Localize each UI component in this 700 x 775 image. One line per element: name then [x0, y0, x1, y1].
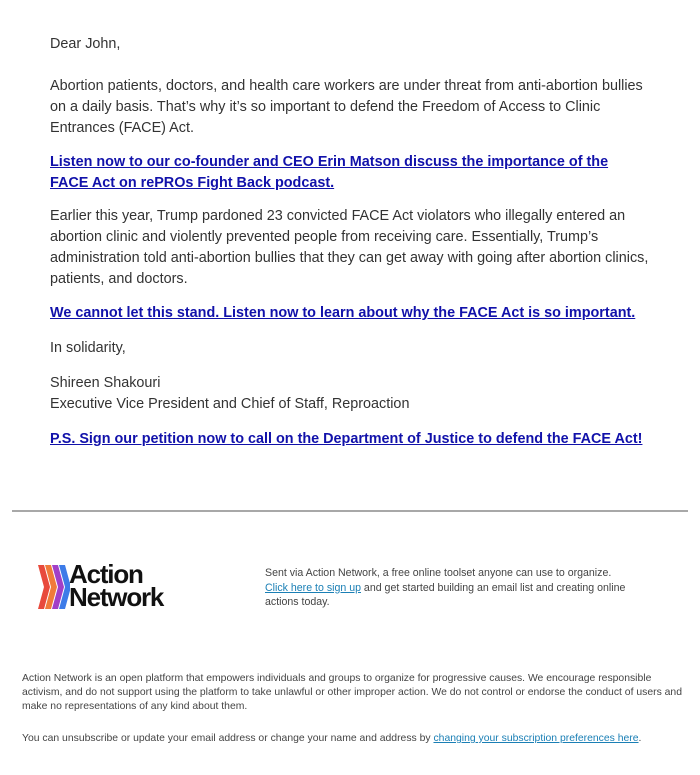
- unsubscribe-notice: [22, 732, 687, 746]
- greeting: Dear John,: [50, 36, 121, 52]
- petition-link[interactable]: P.S. Sign our petition now to call on the Department of Justice to defend the FACE Act!: [50, 431, 643, 447]
- logo-line-1: Action: [69, 559, 143, 589]
- paragraph-intro: Abortion patients, doctors, and health care workers are under threat from anti-abortion bullies on a daily basis. That’s why it’s so important to defend the Freedom of Access to Clinic Entrances (FACE) Act.: [50, 78, 643, 136]
- unsubscribe-text: You can unsubscribe or update your email address or change your name and address by: [22, 733, 434, 744]
- platform-disclaimer: Action Network is an open platform that empowers individuals and groups to organize for progressive causes. We encourage responsible activism, and do not support using the platform to take unlawful or other improper action. We do not control or endorse the conduct of users and make no representations of any kind about them.: [22, 673, 682, 713]
- listen-link-paragraph: [50, 303, 650, 324]
- closing: In solidarity,: [50, 340, 126, 356]
- sent-via-notice: [265, 566, 645, 610]
- signup-link[interactable]: Click here to sign up: [265, 581, 361, 594]
- email-body: [50, 34, 650, 450]
- signer-name: Shireen Shakouri: [50, 375, 161, 391]
- listen-link[interactable]: We cannot let this stand. Listen now to learn about why the FACE Act is so important.: [50, 305, 636, 321]
- sent-via-text: Sent via Action Network, a free online toolset anyone can use to organize.: [265, 567, 612, 579]
- signer-title: Executive Vice President and Chief of Staff, Reproaction: [50, 396, 410, 412]
- logo-line-2: Network: [69, 582, 164, 612]
- logo-wordmark: [69, 559, 164, 612]
- podcast-link[interactable]: Listen now to our co-founder and CEO Erin Matson discuss the importance of the FACE Act on rePROs Fight Back podcast.: [50, 154, 609, 191]
- podcast-link-paragraph: [50, 152, 650, 194]
- subscription-preferences-link[interactable]: changing your subscription preferences here: [433, 733, 639, 744]
- footer-divider: [12, 510, 688, 512]
- paragraph-pardon: Earlier this year, Trump pardoned 23 convicted FACE Act violators who illegally entered an abortion clinic and violently prevented people from receiving care. Essentially, Trump’s administration told anti-abortion bullies that they can get away with going after abortion clinics, patients, and doctors.: [50, 208, 649, 287]
- unsubscribe-end: .: [638, 733, 642, 744]
- ps-link-paragraph: [50, 429, 650, 450]
- action-network-chevrons-icon: [38, 563, 70, 611]
- action-network-logo[interactable]: [38, 559, 198, 613]
- signup-rest-text: and get started building an email list and creating online actions today.: [265, 581, 626, 608]
